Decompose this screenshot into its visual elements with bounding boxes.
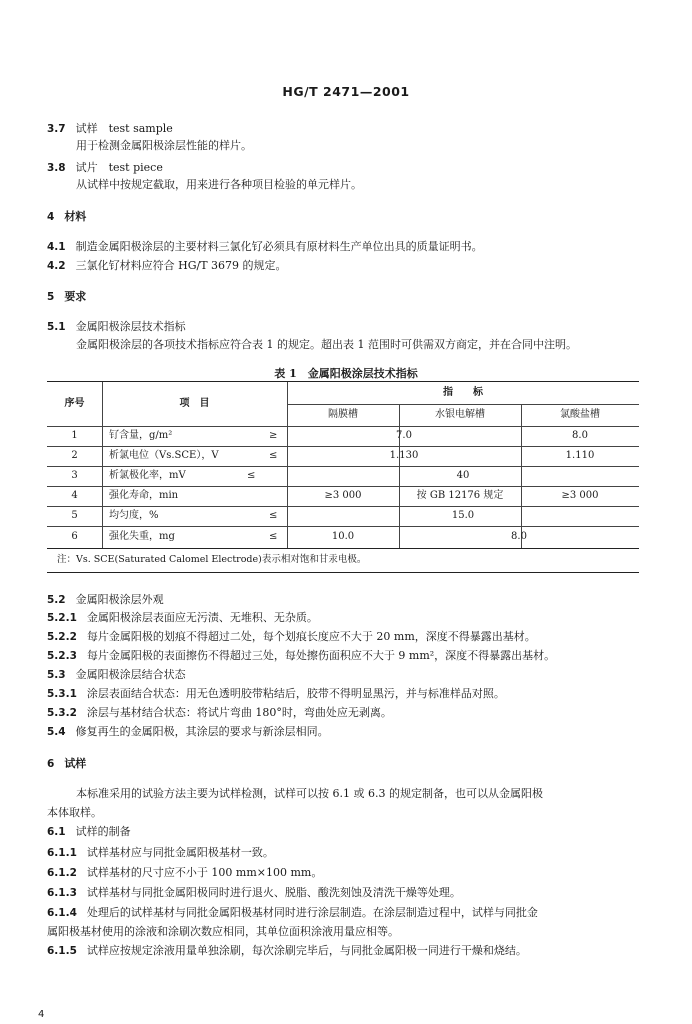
row2-v3: 1.110 bbox=[565, 450, 595, 461]
row1-v3: 8.0 bbox=[572, 430, 588, 441]
row6-item: 强化失重，mg bbox=[109, 531, 175, 542]
header-item: 项 目 bbox=[179, 398, 210, 409]
row5-item: 均匀度，% bbox=[109, 510, 159, 521]
clause-4-2: 4.2 三氯化钌材料应符合 HG/T 3679 的规定。 bbox=[47, 259, 287, 272]
table-note: 注：Vs. SCE(Saturated Calomel Electrode)表示相对饱和甘汞电极。 bbox=[57, 554, 367, 565]
row1-seq: 1 bbox=[71, 430, 78, 441]
header-seq: 序号 bbox=[64, 398, 85, 409]
subhead-chlorate: 氯酸盐槽 bbox=[560, 409, 600, 420]
clause-5-4: 5.4 修复再生的金属阳极，其涂层的要求与新涂层相同。 bbox=[47, 725, 329, 738]
row2-op: ≤ bbox=[269, 450, 278, 461]
section-6-intro: 本标准采用的试验方法主要为试样检测，试样可以按 6.1 或 6.3 的规定制备，也可以从金属阳极 bbox=[76, 787, 543, 800]
clause-6-1-2: 6.1.2 试样基材的尺寸应不小于 100 mm×100 mm。 bbox=[47, 866, 323, 879]
table-hline bbox=[47, 548, 639, 549]
clause-3-7: 3.7 试样 test sample bbox=[47, 122, 173, 135]
clause-5-2-2: 5.2.2 每片金属阳极的划痕不得超过二处，每个划痕长度应不大于 20 mm，深度不得暴露出基材。 bbox=[47, 630, 536, 643]
row4-v1: ≥3 000 bbox=[324, 490, 362, 501]
clause-5-1: 5.1 金属阳极涂层技术指标 bbox=[47, 320, 186, 333]
row2-item: 析氯电位（Vs.SCE），V bbox=[109, 450, 219, 461]
table-hline bbox=[287, 404, 639, 405]
row6-v1: 10.0 bbox=[331, 531, 355, 542]
clause-5-3-1: 5.3.1 涂层表面结合状态：用无色透明胶带粘结后，胶带不得明显黑污，并与标准样品对照。 bbox=[47, 687, 505, 700]
subhead-diaphragm: 隔膜槽 bbox=[328, 409, 358, 420]
row6-op: ≤ bbox=[269, 531, 278, 542]
page-number: 4 bbox=[38, 1009, 45, 1020]
clause-5-3-2: 5.3.2 涂层与基材结合状态：将试片弯曲 180°时，弯曲处应无剥离。 bbox=[47, 706, 392, 719]
row1-op: ≥ bbox=[269, 430, 278, 441]
row1-item: 钌含量，g/m² bbox=[109, 430, 173, 441]
row4-v2: 按 GB 12176 规定 bbox=[416, 490, 504, 501]
clause-5-2-1: 5.2.1 金属阳极涂层表面应无污渍、无堆积、无杂质。 bbox=[47, 611, 318, 624]
section-4-heading: 4 材料 bbox=[47, 210, 87, 223]
clause-6-1-5: 6.1.5 试样应按规定涂液用量单独涂刷，每次涂刷完毕后，与同批金属阳极一同进行干燥和烧结。 bbox=[47, 944, 527, 957]
clause-5-1-text: 金属阳极涂层的各项技术指标应符合表 1 的规定。超出表 1 范围时可供需双方商定，并在合同中注明。 bbox=[76, 338, 577, 351]
row5-span: 15.0 bbox=[451, 510, 475, 521]
clause-3-7-desc: 用于检测金属阳极涂层性能的样片。 bbox=[76, 139, 252, 152]
section-5-heading: 5 要求 bbox=[47, 290, 87, 303]
row4-seq: 4 bbox=[71, 490, 78, 501]
table-hline bbox=[47, 526, 639, 527]
clause-3-8: 3.8 试片 test piece bbox=[47, 161, 163, 174]
row3-op: ≤ bbox=[247, 470, 256, 481]
section-6-intro-cont: 本体取样。 bbox=[47, 806, 102, 819]
row6-seq: 6 bbox=[71, 531, 78, 542]
row3-seq: 3 bbox=[71, 470, 78, 481]
clause-6-1: 6.1 试样的制备 bbox=[47, 825, 131, 838]
section-6-heading: 6 试样 bbox=[47, 757, 87, 770]
header-index: 指 标 bbox=[443, 387, 483, 398]
clause-3-8-desc: 从试样中按规定截取，用来进行各种项目检验的单元样片。 bbox=[76, 178, 362, 191]
table-caption: 表 1 金属阳极涂层技术指标 bbox=[274, 367, 418, 380]
clause-6-1-3: 6.1.3 试样基材与同批金属阳极同时进行退火、脱脂、酸洗刻蚀及清洗干燥等处理。 bbox=[47, 886, 461, 899]
row4-v3: ≥3 000 bbox=[561, 490, 599, 501]
row3-span: 40 bbox=[456, 470, 470, 481]
row6-v2: 8.0 bbox=[511, 531, 527, 542]
clause-5-3: 5.3 金属阳极涂层结合状态 bbox=[47, 668, 186, 681]
clause-5-2: 5.2 金属阳极涂层外观 bbox=[47, 593, 164, 606]
clause-4-1: 4.1 制造金属阳极涂层的主要材料三氯化钌必须具有原材料生产单位出具的质量证明书。 bbox=[47, 240, 483, 253]
row2-v1: 1.130 bbox=[389, 450, 419, 461]
row4-item: 强化寿命，min bbox=[109, 490, 179, 501]
row5-op: ≤ bbox=[269, 510, 278, 521]
row3-item: 析氯极化率，mV bbox=[109, 470, 186, 481]
row1-v1: 7.0 bbox=[396, 430, 412, 441]
clause-6-1-1: 6.1.1 试样基材应与同批金属阳极基材一致。 bbox=[47, 846, 274, 859]
row2-seq: 2 bbox=[71, 450, 78, 461]
clause-6-1-4: 6.1.4 处理后的试样基材与同批金属阳极基材同时进行涂层制造。在涂层制造过程中，试样与同批金 bbox=[47, 906, 538, 919]
clause-5-2-3: 5.2.3 每片金属阳极的表面擦伤不得超过三处，每处擦伤面积应不大于 9 mm²，深度不得暴露出基材。 bbox=[47, 649, 556, 662]
standard-code-header: HG/T 2471—2001 bbox=[282, 84, 410, 99]
subhead-mercury: 水银电解槽 bbox=[435, 409, 485, 420]
clause-6-1-4-cont: 属阳极基材使用的涂液和涂刷次数应相同，其单位面积涂液用量应相等。 bbox=[47, 925, 399, 938]
row5-seq: 5 bbox=[71, 510, 78, 521]
spec-table bbox=[47, 381, 639, 573]
